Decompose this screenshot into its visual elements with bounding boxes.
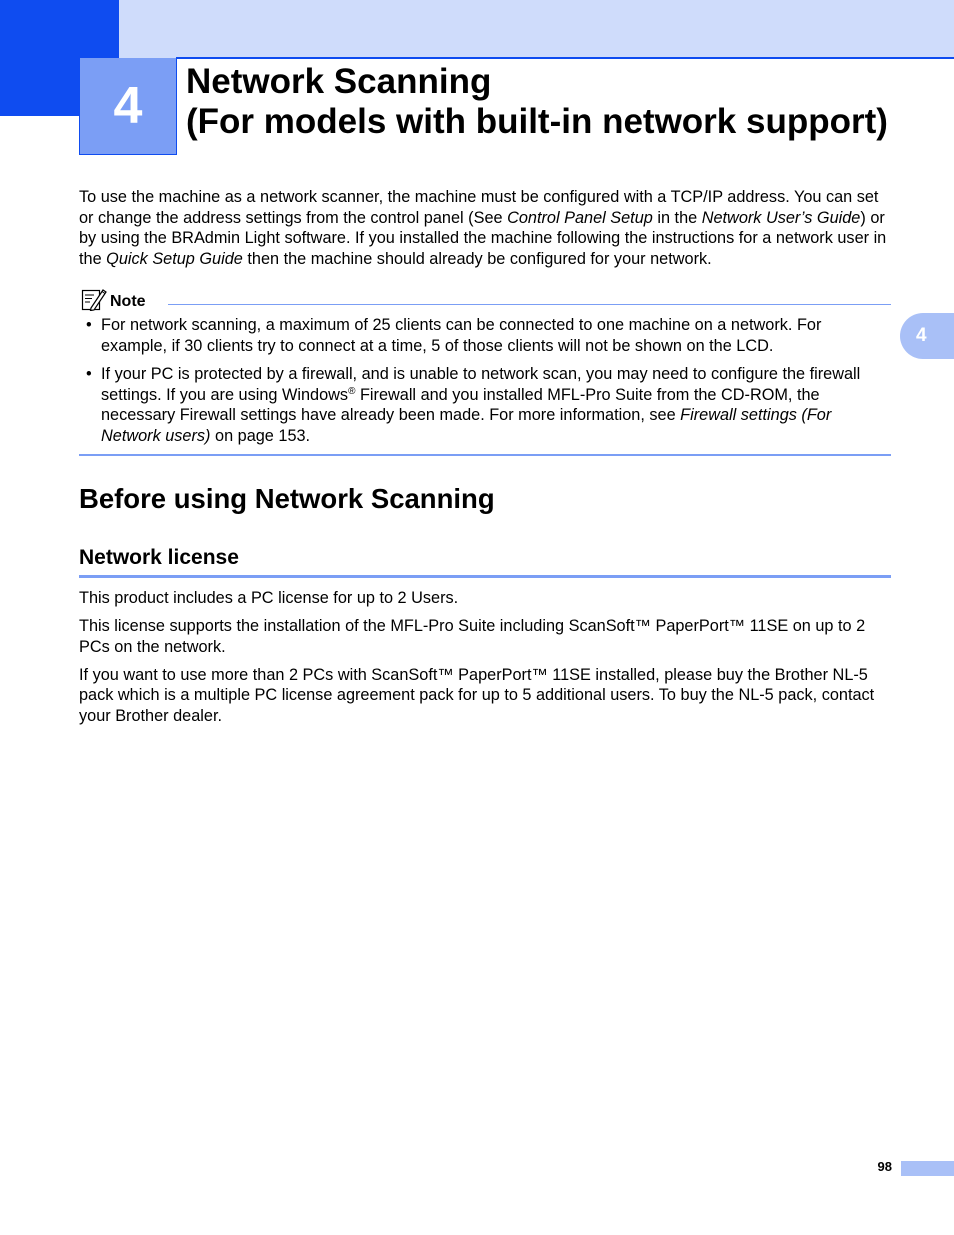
- license-paragraph-1: This product includes a PC license for up to 2 Users.: [79, 589, 459, 607]
- note-header: [79, 289, 891, 315]
- note-item: • For network scanning, a maximum of 25 clients can be connected to one machine on a network. For example, if 30 clients try to connect at a time, 5 of those clients will not be shown on the LCD.: [79, 315, 891, 356]
- chapter-title-line2: (For models with built-in network support): [186, 102, 888, 141]
- intro-text: in the: [652, 208, 702, 227]
- page-content: [79, 187, 891, 734]
- chapter-number-box: 4: [79, 58, 177, 155]
- note-divider: [168, 304, 891, 305]
- chapter-side-tab[interactable]: 4: [900, 313, 954, 359]
- subsection-rule: [79, 575, 891, 578]
- note-item-text: Firewall and you installed MFL-Pro Suite from the CD-ROM, the necessary Firewall settings have already been made. For more information, see: [101, 385, 820, 424]
- note-end-rule: [79, 454, 891, 456]
- note-item-text: on page 153.: [210, 426, 311, 445]
- license-paragraph-2: This license supports the installation of the MFL-Pro Suite including ScanSoft™ PaperPort™ 11SE on up to 2 PCs on the network.: [79, 617, 866, 656]
- chapter-title: [186, 62, 926, 142]
- header-rule: [176, 57, 954, 59]
- page-number-tab: [901, 1161, 954, 1176]
- subsection-title: Network license: [79, 546, 239, 569]
- intro-text: ) or by using the BRAdmin Light software. If you installed the machine following the instructions for a network user in the: [79, 208, 887, 268]
- note-label: Note: [110, 293, 146, 310]
- intro-paragraph: [79, 187, 891, 269]
- control-panel-setup-ref: Control Panel Setup: [507, 208, 653, 227]
- note-pencil-icon: [81, 287, 107, 316]
- note-list: [79, 315, 891, 446]
- intro-text: To use the machine as a network scanner, the machine must be configured with a TCP/IP address. You can set or change the address settings from the control panel (See: [79, 188, 879, 227]
- intro-text: then the machine should already be configured for your network.: [242, 249, 712, 268]
- page-number: 98: [877, 1159, 892, 1174]
- network-users-guide-ref: Network User’s Guide: [701, 208, 861, 227]
- quick-setup-guide-ref: Quick Setup Guide: [106, 249, 243, 268]
- chapter-title-line1: Network Scanning: [186, 62, 492, 101]
- registered-mark: ®: [348, 385, 356, 397]
- section-title: Before using Network Scanning: [79, 483, 495, 514]
- note-item-text: If your PC is protected by a firewall, and is unable to network scan, you may need to configure the firewall settings. If you are using Windows: [101, 365, 861, 404]
- license-paragraph-3: If you want to use more than 2 PCs with ScanSoft™ PaperPort™ 11SE installed, please buy the Brother NL-5 pack which is a multiple PC license agreement pack for up to 5 additional users. To buy the NL-5 pack, contact your Brother dealer.: [79, 665, 875, 725]
- note-item: [79, 364, 891, 446]
- firewall-settings-ref: Firewall settings (For Network users): [101, 406, 832, 445]
- header-band: [0, 0, 954, 58]
